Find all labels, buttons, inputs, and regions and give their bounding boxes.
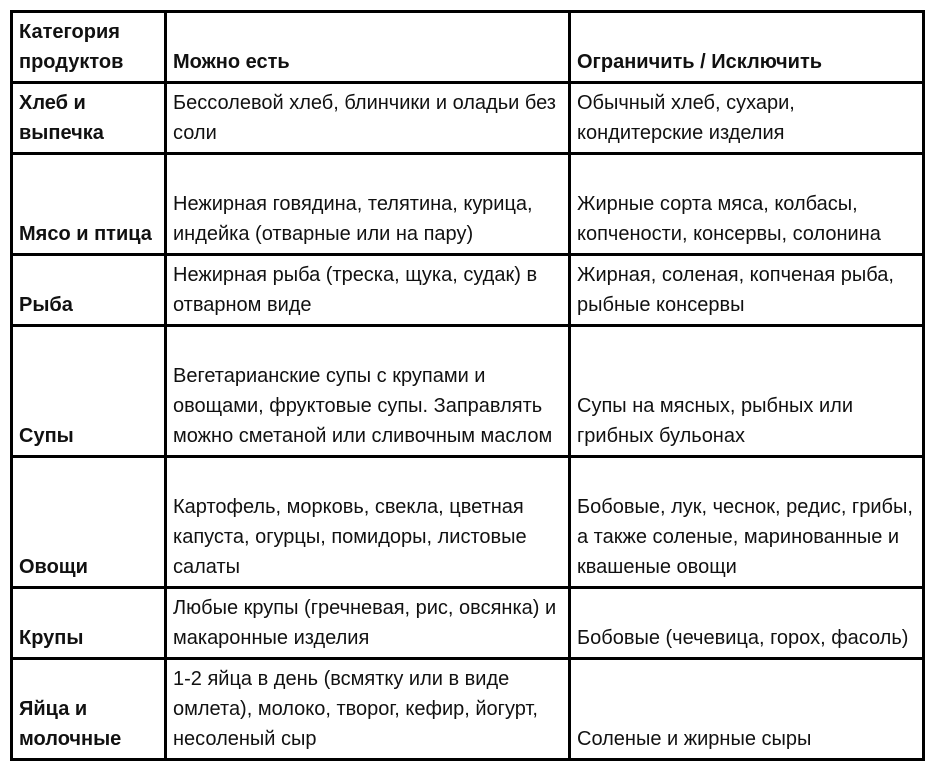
restricted-cell: Жирная, соленая, копченая рыба, рыбные консервы [570,255,924,326]
table-row [12,588,924,659]
table-row [12,659,924,760]
allowed-cell: Нежирная говядина, телятина, курица, индейка (отварные или на пару) [166,154,570,255]
restricted-cell: Соленые и жирные сыры [570,659,924,760]
table-row [12,83,924,154]
restricted-cell: Обычный хлеб, сухари, кондитерские изделия [570,83,924,154]
restricted-cell: Бобовые (чечевица, горох, фасоль) [570,588,924,659]
category-cell: Мясо и птица [12,154,166,255]
table-header-row [12,12,924,83]
allowed-cell: Вегетарианские супы с крупами и овощами, фруктовые супы. Заправлять можно сметаной или сливочным маслом [166,326,570,457]
restricted-cell: Бобовые, лук, чеснок, редис, грибы, а также соленые, маринованные и квашеные овощи [570,457,924,588]
category-cell: Яйца и молочные [12,659,166,760]
table-row [12,255,924,326]
allowed-cell: Картофель, морковь, свекла, цветная капуста, огурцы, помидоры, листовые салаты [166,457,570,588]
table-row [12,326,924,457]
restricted-cell: Жирные сорта мяса, колбасы, копчености, консервы, солонина [570,154,924,255]
category-cell: Рыба [12,255,166,326]
category-cell: Крупы [12,588,166,659]
allowed-cell: 1-2 яйца в день (всмятку или в виде омлета), молоко, творог, кефир, йогурт, несоленый сыр [166,659,570,760]
category-cell: Овощи [12,457,166,588]
table-row [12,457,924,588]
header-allowed: Можно есть [166,12,570,83]
diet-table-container [10,10,925,761]
restricted-cell: Супы на мясных, рыбных или грибных бульонах [570,326,924,457]
allowed-cell: Любые крупы (гречневая, рис, овсянка) и макаронные изделия [166,588,570,659]
diet-table [10,10,925,761]
category-cell: Супы [12,326,166,457]
allowed-cell: Бессолевой хлеб, блинчики и оладьи без соли [166,83,570,154]
allowed-cell: Нежирная рыба (треска, щука, судак) в отварном виде [166,255,570,326]
table-row [12,154,924,255]
category-cell: Хлеб и выпечка [12,83,166,154]
header-restricted: Ограничить / Исключить [570,12,924,83]
header-category: Категория продуктов [12,12,166,83]
